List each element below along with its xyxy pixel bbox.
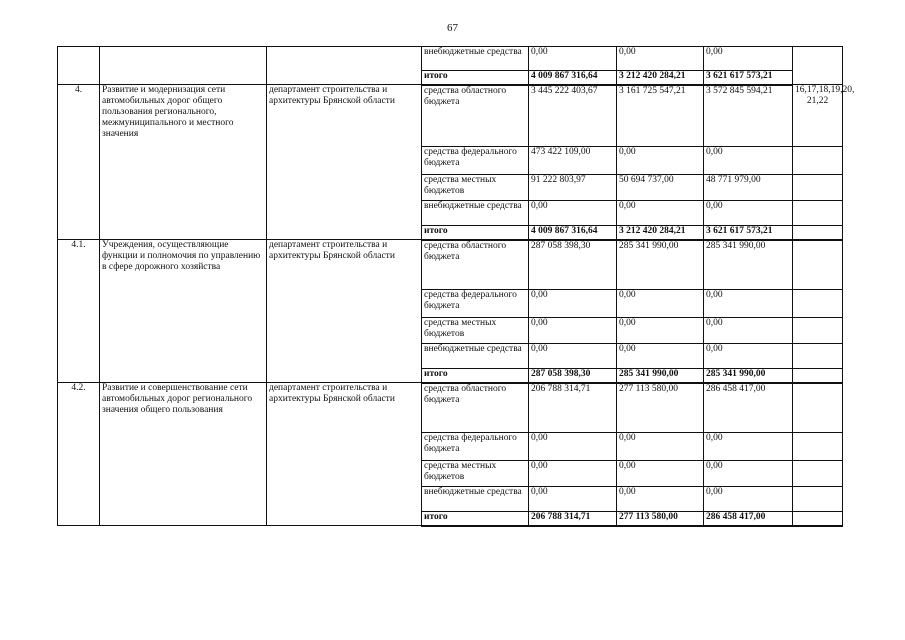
indicator-refs: [793, 290, 843, 318]
indicator-refs: [793, 433, 843, 461]
name-cell: [100, 47, 267, 85]
page-number: 67: [447, 22, 458, 34]
indicator-refs: [793, 318, 843, 344]
amount-year-3: 0,00: [704, 433, 793, 461]
indicator-refs: [793, 512, 843, 526]
amount-year-2: 3 161 725 547,21: [617, 85, 704, 147]
funding-source: средства областного бюджета: [422, 383, 529, 433]
amount-year-2: 285 341 990,00: [617, 240, 704, 290]
amount-year-1: 3 445 222 403,67: [529, 85, 617, 147]
amount-year-3: 286 458 417,00: [704, 512, 793, 526]
amount-year-2: 277 113 580,00: [617, 512, 704, 526]
amount-year-3: 0,00: [704, 201, 793, 226]
amount-year-2: 50 694 737,00: [617, 175, 704, 201]
item-number: 4.2.: [58, 383, 100, 526]
amount-year-1: 287 058 398,30: [529, 369, 617, 383]
amount-year-1: 0,00: [529, 433, 617, 461]
amount-year-2: 0,00: [617, 318, 704, 344]
item-name: Развитие и модернизация сети автомобильных дорог общего пользования регионального, межмуниципального и местного значения: [100, 85, 267, 240]
indicator-refs: [793, 201, 843, 226]
amount-year-2: 0,00: [617, 47, 704, 71]
amount-year-1: 0,00: [529, 461, 617, 487]
funding-source: средства федерального бюджета: [422, 290, 529, 318]
funding-source: итого: [422, 71, 529, 85]
amount-year-3: 3 621 617 573,21: [704, 71, 793, 85]
table-row: [58, 383, 843, 433]
table-row: [58, 47, 843, 71]
indicator-refs: [793, 487, 843, 512]
amount-year-1: 0,00: [529, 318, 617, 344]
item-number: 4.: [58, 85, 100, 240]
amount-year-2: 0,00: [617, 344, 704, 369]
indicator-refs: [793, 175, 843, 201]
funding-source: средства федерального бюджета: [422, 147, 529, 175]
funding-source: средства областного бюджета: [422, 85, 529, 147]
indicator-refs: [793, 147, 843, 175]
funding-source: внебюджетные средства: [422, 487, 529, 512]
funding-source: итого: [422, 369, 529, 383]
funding-source: итого: [422, 226, 529, 240]
funding-source: внебюджетные средства: [422, 47, 529, 71]
amount-year-1: 206 788 314,71: [529, 512, 617, 526]
item-executor: департамент строительства и архитектуры Брянской области: [267, 240, 422, 383]
budget-table: [57, 46, 855, 527]
amount-year-1: 0,00: [529, 47, 617, 71]
amount-year-2: 285 341 990,00: [617, 369, 704, 383]
amount-year-1: 0,00: [529, 344, 617, 369]
amount-year-1: 206 788 314,71: [529, 383, 617, 433]
amount-year-3: 0,00: [704, 47, 793, 71]
amount-year-1: 473 422 109,00: [529, 147, 617, 175]
executor-cell: [267, 47, 422, 85]
amount-year-3: 0,00: [704, 461, 793, 487]
table-body: [58, 47, 855, 526]
funding-source: средства федерального бюджета: [422, 433, 529, 461]
amount-year-1: 0,00: [529, 201, 617, 226]
amount-year-3: 0,00: [704, 487, 793, 512]
item-name: Развитие и совершенствование сети автомобильных дорог регионального значения общего пользования: [100, 383, 267, 526]
funding-source: средства местных бюджетов: [422, 318, 529, 344]
indicator-refs: 16,17,18,19,20, 21,22: [793, 85, 843, 147]
amount-year-2: 0,00: [617, 487, 704, 512]
amount-year-3: 3 572 845 594,21: [704, 85, 793, 147]
amount-year-2: 0,00: [617, 201, 704, 226]
amount-year-1: 287 058 398,30: [529, 240, 617, 290]
amount-year-3: 0,00: [704, 147, 793, 175]
item-executor: департамент строительства и архитектуры Брянской области: [267, 383, 422, 526]
indicator-refs: [793, 240, 843, 290]
funding-source: средства областного бюджета: [422, 240, 529, 290]
item-number: 4.1.: [58, 240, 100, 383]
amount-year-2: 3 212 420 284,21: [617, 71, 704, 85]
item-name: Учреждения, осуществляющие функции и полномочия по управлению в сфере дорожного хозяйства: [100, 240, 267, 383]
amount-year-2: 0,00: [617, 461, 704, 487]
indicator-refs: [793, 383, 843, 433]
amount-year-2: 0,00: [617, 290, 704, 318]
amount-year-1: 0,00: [529, 487, 617, 512]
amount-year-2: 3 212 420 284,21: [617, 226, 704, 240]
funding-source: средства местных бюджетов: [422, 461, 529, 487]
amount-year-3: 285 341 990,00: [704, 369, 793, 383]
amount-year-2: 277 113 580,00: [617, 383, 704, 433]
num-cell: [58, 47, 100, 85]
refs-cell: [793, 47, 843, 85]
amount-year-3: 0,00: [704, 318, 793, 344]
amount-year-3: 0,00: [704, 290, 793, 318]
amount-year-1: 4 009 867 316,64: [529, 71, 617, 85]
amount-year-3: 0,00: [704, 344, 793, 369]
funding-source: средства местных бюджетов: [422, 175, 529, 201]
table-row: [58, 240, 843, 290]
table-row: [58, 85, 843, 147]
amount-year-2: 0,00: [617, 433, 704, 461]
amount-year-3: 286 458 417,00: [704, 383, 793, 433]
indicator-refs: [793, 369, 843, 383]
item-executor: департамент строительства и архитектуры Брянской области: [267, 85, 422, 240]
indicator-refs: [793, 461, 843, 487]
funding-source: итого: [422, 512, 529, 526]
amount-year-1: 0,00: [529, 290, 617, 318]
funding-source: внебюджетные средства: [422, 201, 529, 226]
amount-year-1: 4 009 867 316,64: [529, 226, 617, 240]
amount-year-3: 48 771 979,00: [704, 175, 793, 201]
indicator-refs: [793, 226, 843, 240]
amount-year-3: 285 341 990,00: [704, 240, 793, 290]
amount-year-1: 91 222 803,97: [529, 175, 617, 201]
amount-year-3: 3 621 617 573,21: [704, 226, 793, 240]
funding-source: внебюджетные средства: [422, 344, 529, 369]
indicator-refs: [793, 344, 843, 369]
amount-year-2: 0,00: [617, 147, 704, 175]
